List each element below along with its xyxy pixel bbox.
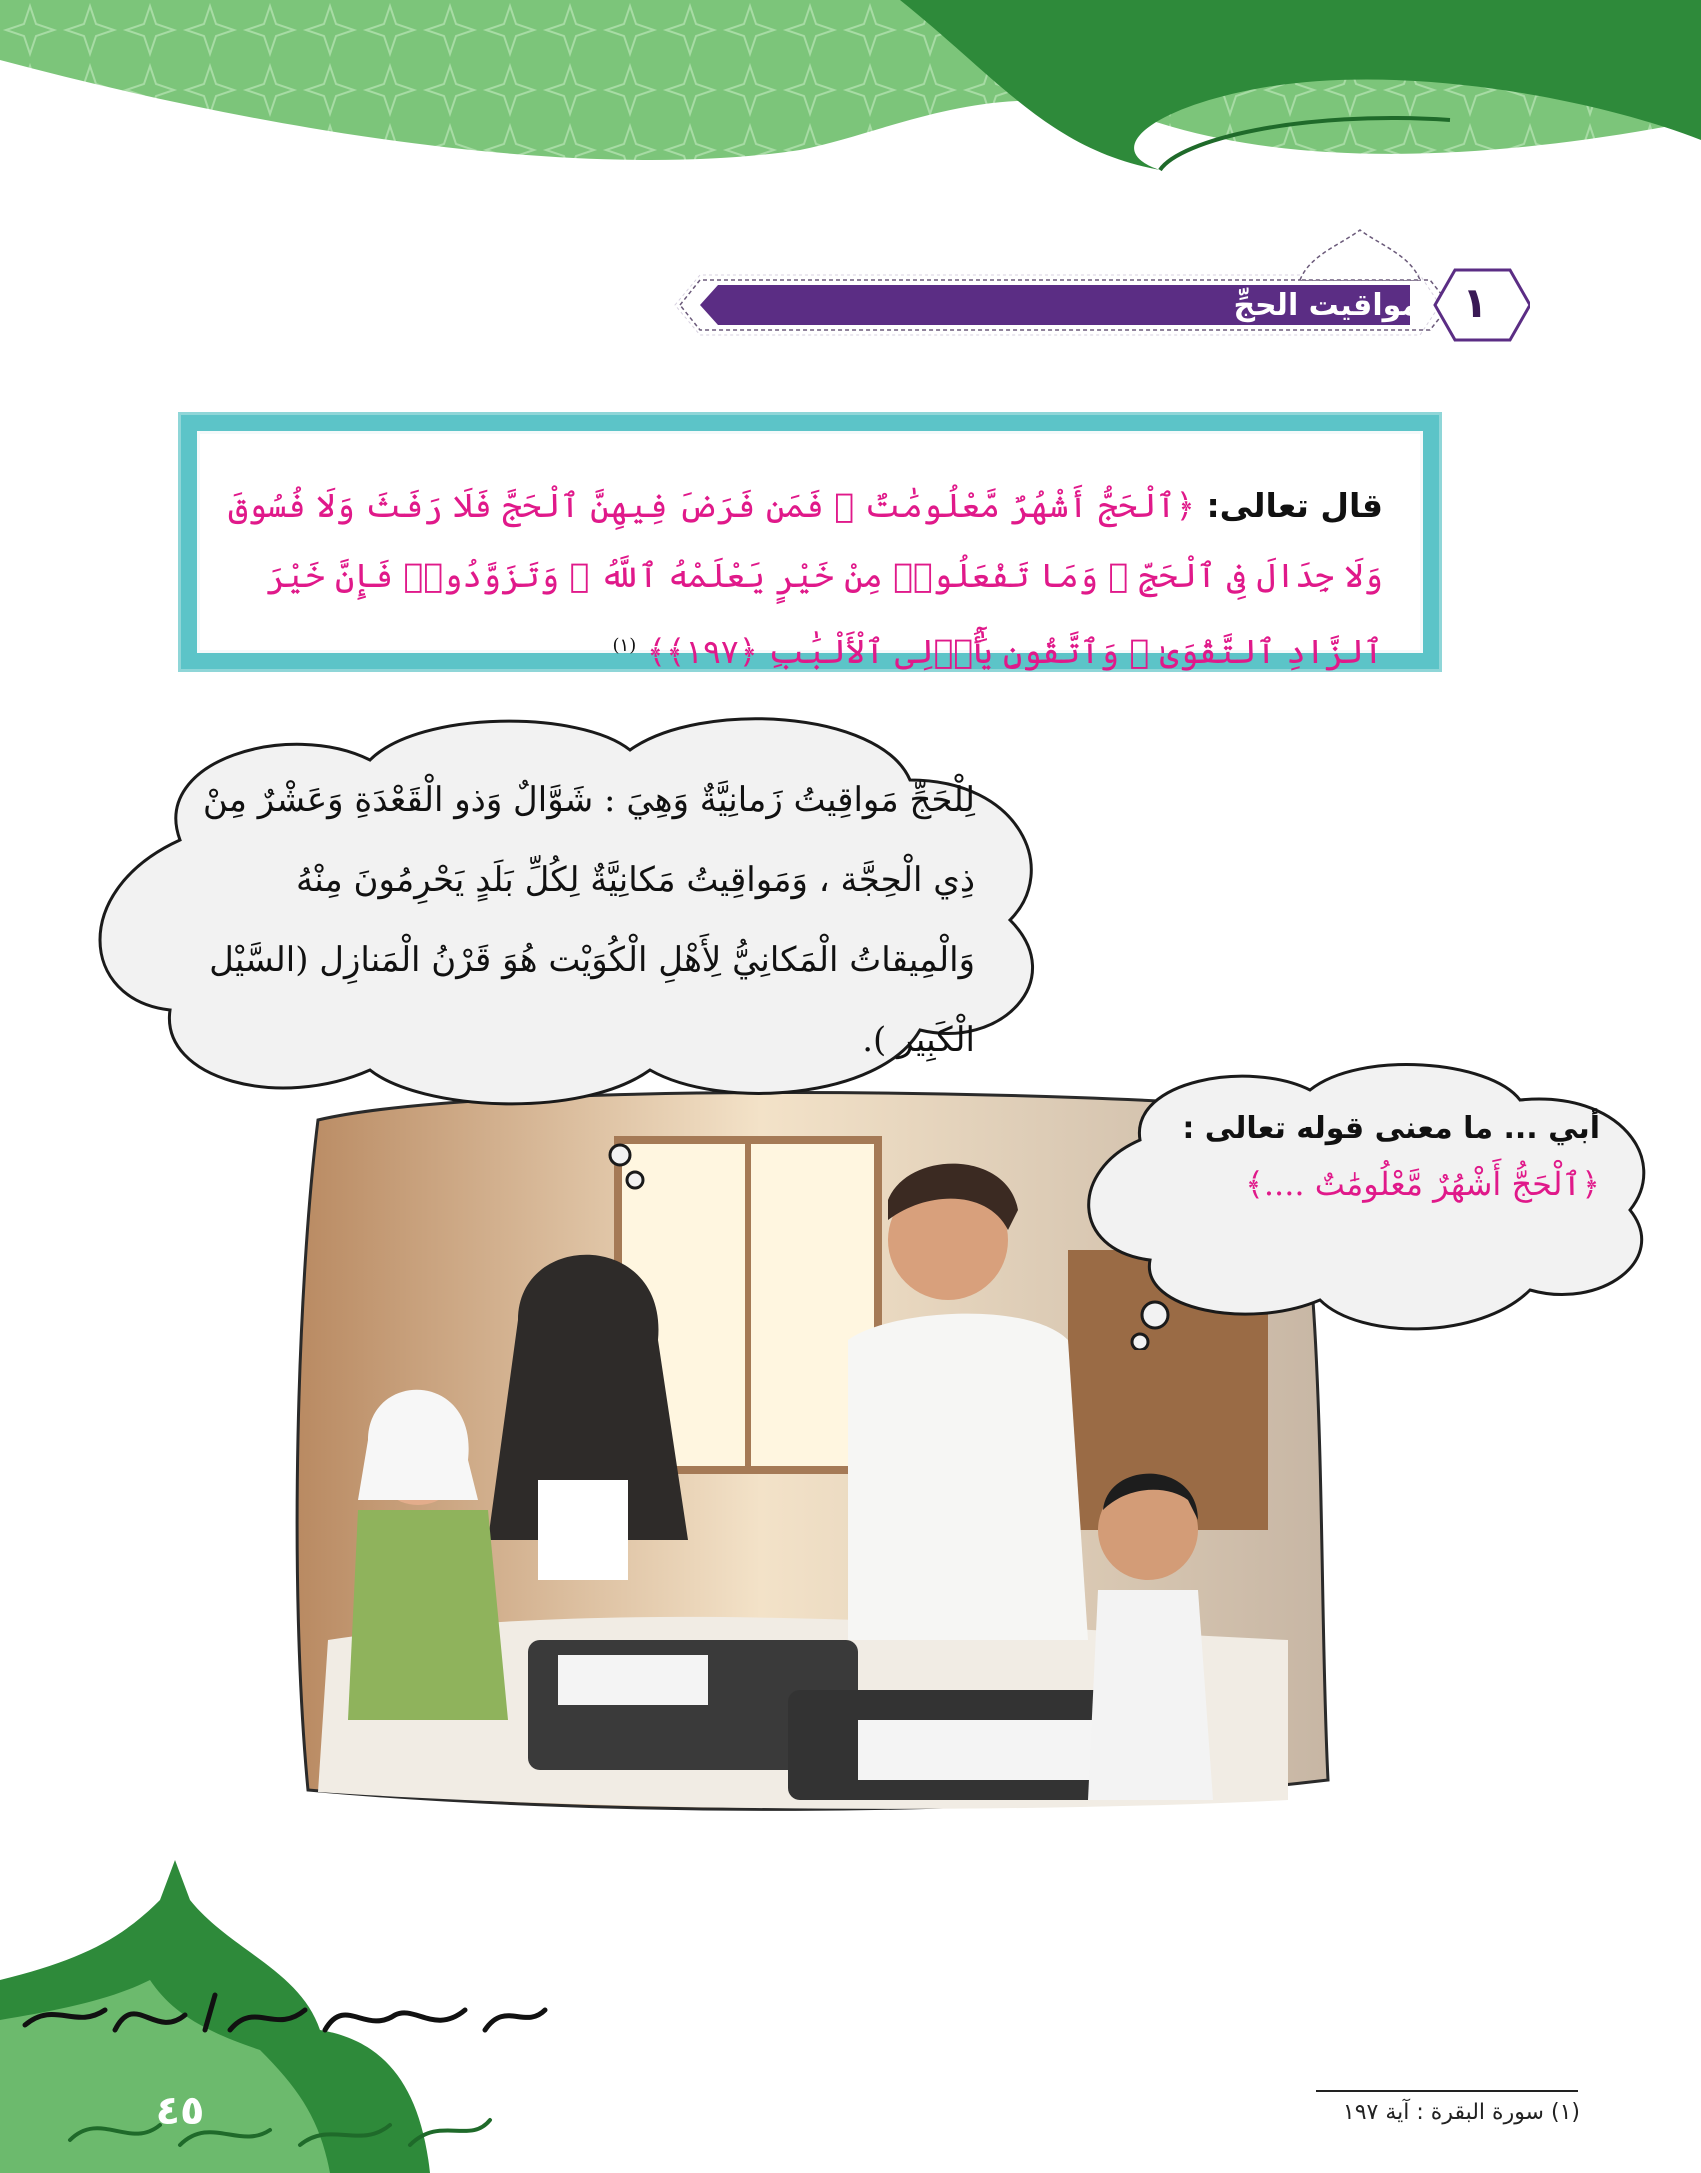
thought-dots <box>600 1140 660 1200</box>
quran-verse <box>223 471 1383 687</box>
page-number: ٤٥ <box>155 2088 205 2134</box>
lesson-number: ١ <box>1462 278 1488 327</box>
lesson-title-bar <box>640 215 1530 350</box>
verse-panel <box>197 431 1423 671</box>
footnote-divider <box>1316 2090 1578 2092</box>
child-question-text: أبي ... ما معنى قوله تعالى : <box>1182 1111 1600 1146</box>
top-decorative-banner <box>0 0 1701 200</box>
verse-intro: قال تعالى: <box>1195 486 1383 525</box>
child-question-verse: ﴿ٱلْحَجُّ أَشْهُرٌ مَّعْلُومَٰتٌ ....﴾ <box>1245 1165 1600 1203</box>
footnote-reference: (١) <box>612 635 637 656</box>
handwritten-watermark-school <box>60 2100 500 2160</box>
verse-text: ﴿ٱلْحَجُّ أَشْهُرٌ مَّعْلُومَٰتٌ ۚ فَمَن فَرَضَ فِيهِنَّ ٱلْحَجَّ فَلَا رَفَثَ وَلَا فُسُوقَ وَلَا جِدَالَ فِى ٱلْحَجِّ ۗ وَمَا تَفْعَلُوا۟ مِنْ خَيْرٍ يَعْلَمْهُ ٱللَّهُ ۗ وَتَزَوَّدُوا۟ فَإِنَّ خَيْرَ ٱلزَّادِ ٱلتَّقْوَىٰ ۚ وَٱتَّقُونِ يَٰٓأُو۟لِى ٱلْأَلْبَٰبِ ﴿١٩٧﴾﴾ <box>228 486 1383 671</box>
handwritten-watermark <box>15 1980 555 2050</box>
footnote: (١) سورة البقرة : آية ١٩٧ <box>1342 2100 1580 2125</box>
verse-frame <box>178 412 1442 672</box>
lesson-title: مواقيت الحجِّ <box>1233 288 1420 323</box>
father-speech-text: لِلْحَجِّ مَواقِيتُ زَمانِيَّةٌ وَهِيَ : شَوَّالٌ وَذو الْقَعْدَةِ وَعَشْرٌ مِنْ ذِي الْحِجَّة ، وَمَواقِيتُ مَكانِيَّةٌ لِكُلِّ بَلَدٍ يَحْرِمُونَ مِنْهُ وَالْمِيقاتُ الْمَكانِيُّ لِأَهْلِ الْكُوَيْت هُوَ قَرْنُ الْمَنازِل (السَّيْل الْكَبِير ). <box>202 780 975 1060</box>
